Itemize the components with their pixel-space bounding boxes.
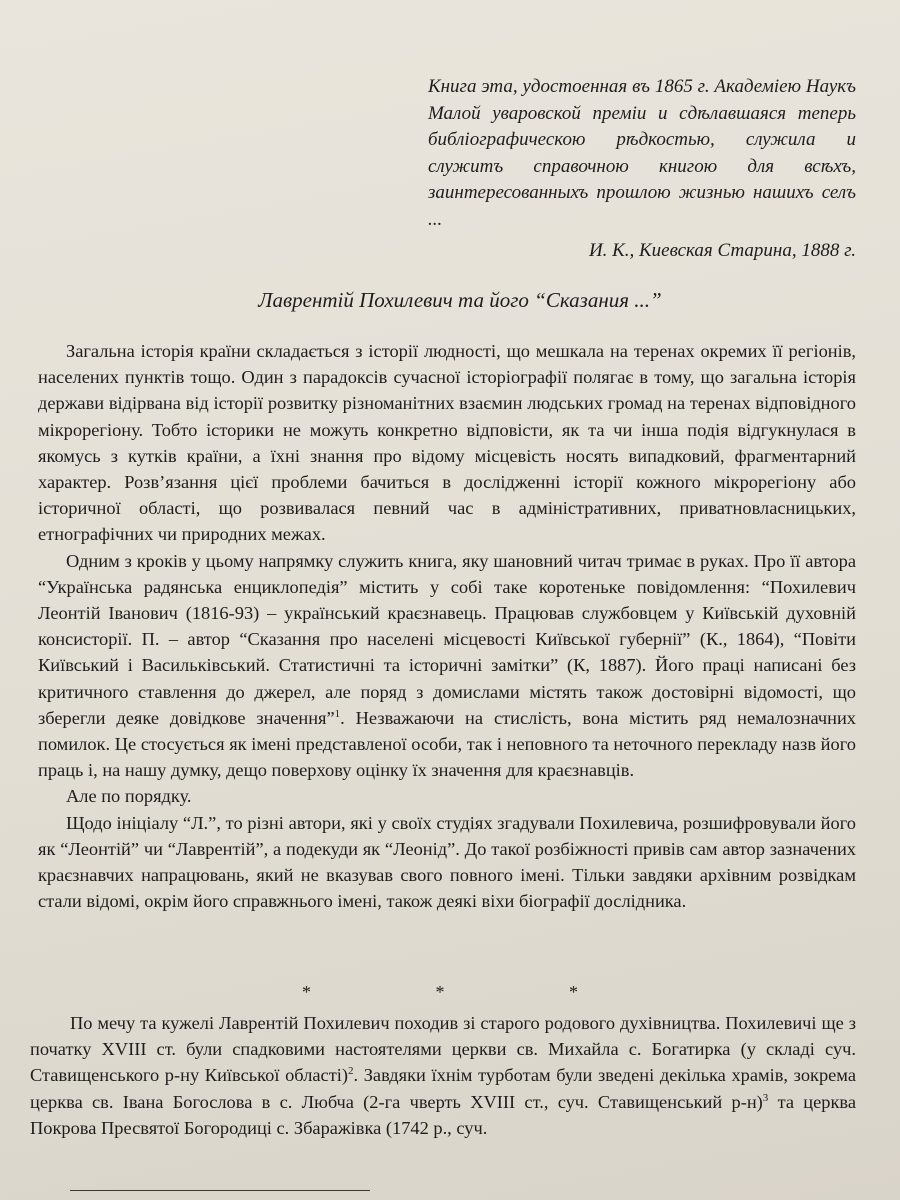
paragraph-1: Загальна історія країни складається з історії людності, що мешкала на теренах окремих її регіонів, населених пунктів тощо. Один з парадоксів сучасної історіографії полягає в тому, що загальна історія держави відірвана від історії розвитку різноманітних взаємин людських громад на теренах відповідного мікрорегіону. Тобто історики не можуть конкретно відповісти, як та чи інша подія відгукнулася в якомусь з кутків країни, а їхні знання про відому місцевість носять випадковий, фрагментарний характер. Розв’язання цієї проблеми бачиться в дослідженні історії кожного мікрорегіону або історичної області, що розвивалася певний час в адміністративних, приватновласницьких, етнографічних чи природних межах. bbox=[38, 341, 856, 545]
paragraph-4: Щодо ініціалу “Л.”, то різні автори, які у своїх студіях згадували Похилевича, розшифровували його як “Леонтій” чи “Лаврентій”, а подекуди як “Леонід”. До такої розбіжності привів сам автор зазначених краєзнавчих напрацювань, який не вказував свого повного імені. Тільки завдяки архівним розвідкам стали відомі, окрім його справжнього імені, також деякі віхи біографії дослідника. bbox=[38, 812, 856, 912]
paragraph-3: Але по порядку. bbox=[66, 786, 192, 807]
paragraph-5-part3: та церква Покрова Пресвятої Богородиці с. Збаражівка (1742 р., суч. bbox=[30, 1091, 856, 1138]
paragraph-5-part1: По мечу та кужелі Лаврентій Похилевич походив зі старого родового духівництва. Похилевичі ще з початку XVIII ст. були спадковими настоятелями церкви св. Михайла с. Богатирка (у складі суч. Ставищенського р-ну Київської області) bbox=[30, 1013, 856, 1086]
paragraph-5 bbox=[30, 1010, 856, 1141]
footnote-ref-1: 1 bbox=[334, 707, 341, 720]
epigraph-attribution: И. К., Киевская Старина, 1888 г. bbox=[588, 240, 856, 261]
section-2-text bbox=[30, 1010, 856, 1141]
paragraph-2-tail: . Незважаючи на стислість, вона містить ряд немалозначних помилок. Це стосується як імені представленої особи, так і неповного та неточного перекладу назв його праць і, на нашу думку, дещо поверхову оцінку їх значення для краєзнавців. bbox=[38, 707, 856, 781]
footnote-ref-3: 3 bbox=[762, 1091, 769, 1104]
footnote-ref-2: 2 bbox=[347, 1065, 354, 1078]
section-divider: * * * bbox=[302, 982, 638, 1002]
footnote-rule bbox=[70, 1190, 370, 1191]
epigraph-text: Книга эта, удостоенная въ 1865 г. Академiею Наукъ Малой уваровской премiи и сдѣлавшаяся теперь библiографическою рѣдкостью, служила и служитъ справочною книгою для всѣхъ, заинтересованныхъ прошлою жизнью нашихъ селъ ... bbox=[428, 76, 856, 230]
paragraph-5-part2: . Завдяки їхнім турботам були зведені декілька храмів, зокрема церква св. Івана Богослова в с. Любча (2-га чверть XVIII ст., суч. Ставищенський р-н) bbox=[30, 1065, 856, 1112]
paragraph-2-main: Одним з кроків у цьому напрямку служить книга, яку шановний читач тримає в руках. Про її автора “Українська радянська енциклопедія” містить у собі таке коротеньке повідомлення: “Похилевич Леонтій Іванович (1816-93) – український краєзнавець. Працював службовцем у Київській духовній консисторії. П. – автор “Сказання про населені місцевості Київської губернії” (К., 1864), “Повіти Київський і Васильківський. Статистичні та історичні замітки” (К, 1887). Його праці написані без критичного ставлення до джерел, але поряд з домислами містять також достовірні відомості, що зберегли деяке довідкове значення” bbox=[38, 550, 856, 728]
body-text bbox=[38, 338, 856, 914]
paragraph-2 bbox=[38, 548, 856, 784]
page-title: Лаврентій Похилевич та його “Сказания ...” bbox=[258, 288, 662, 312]
